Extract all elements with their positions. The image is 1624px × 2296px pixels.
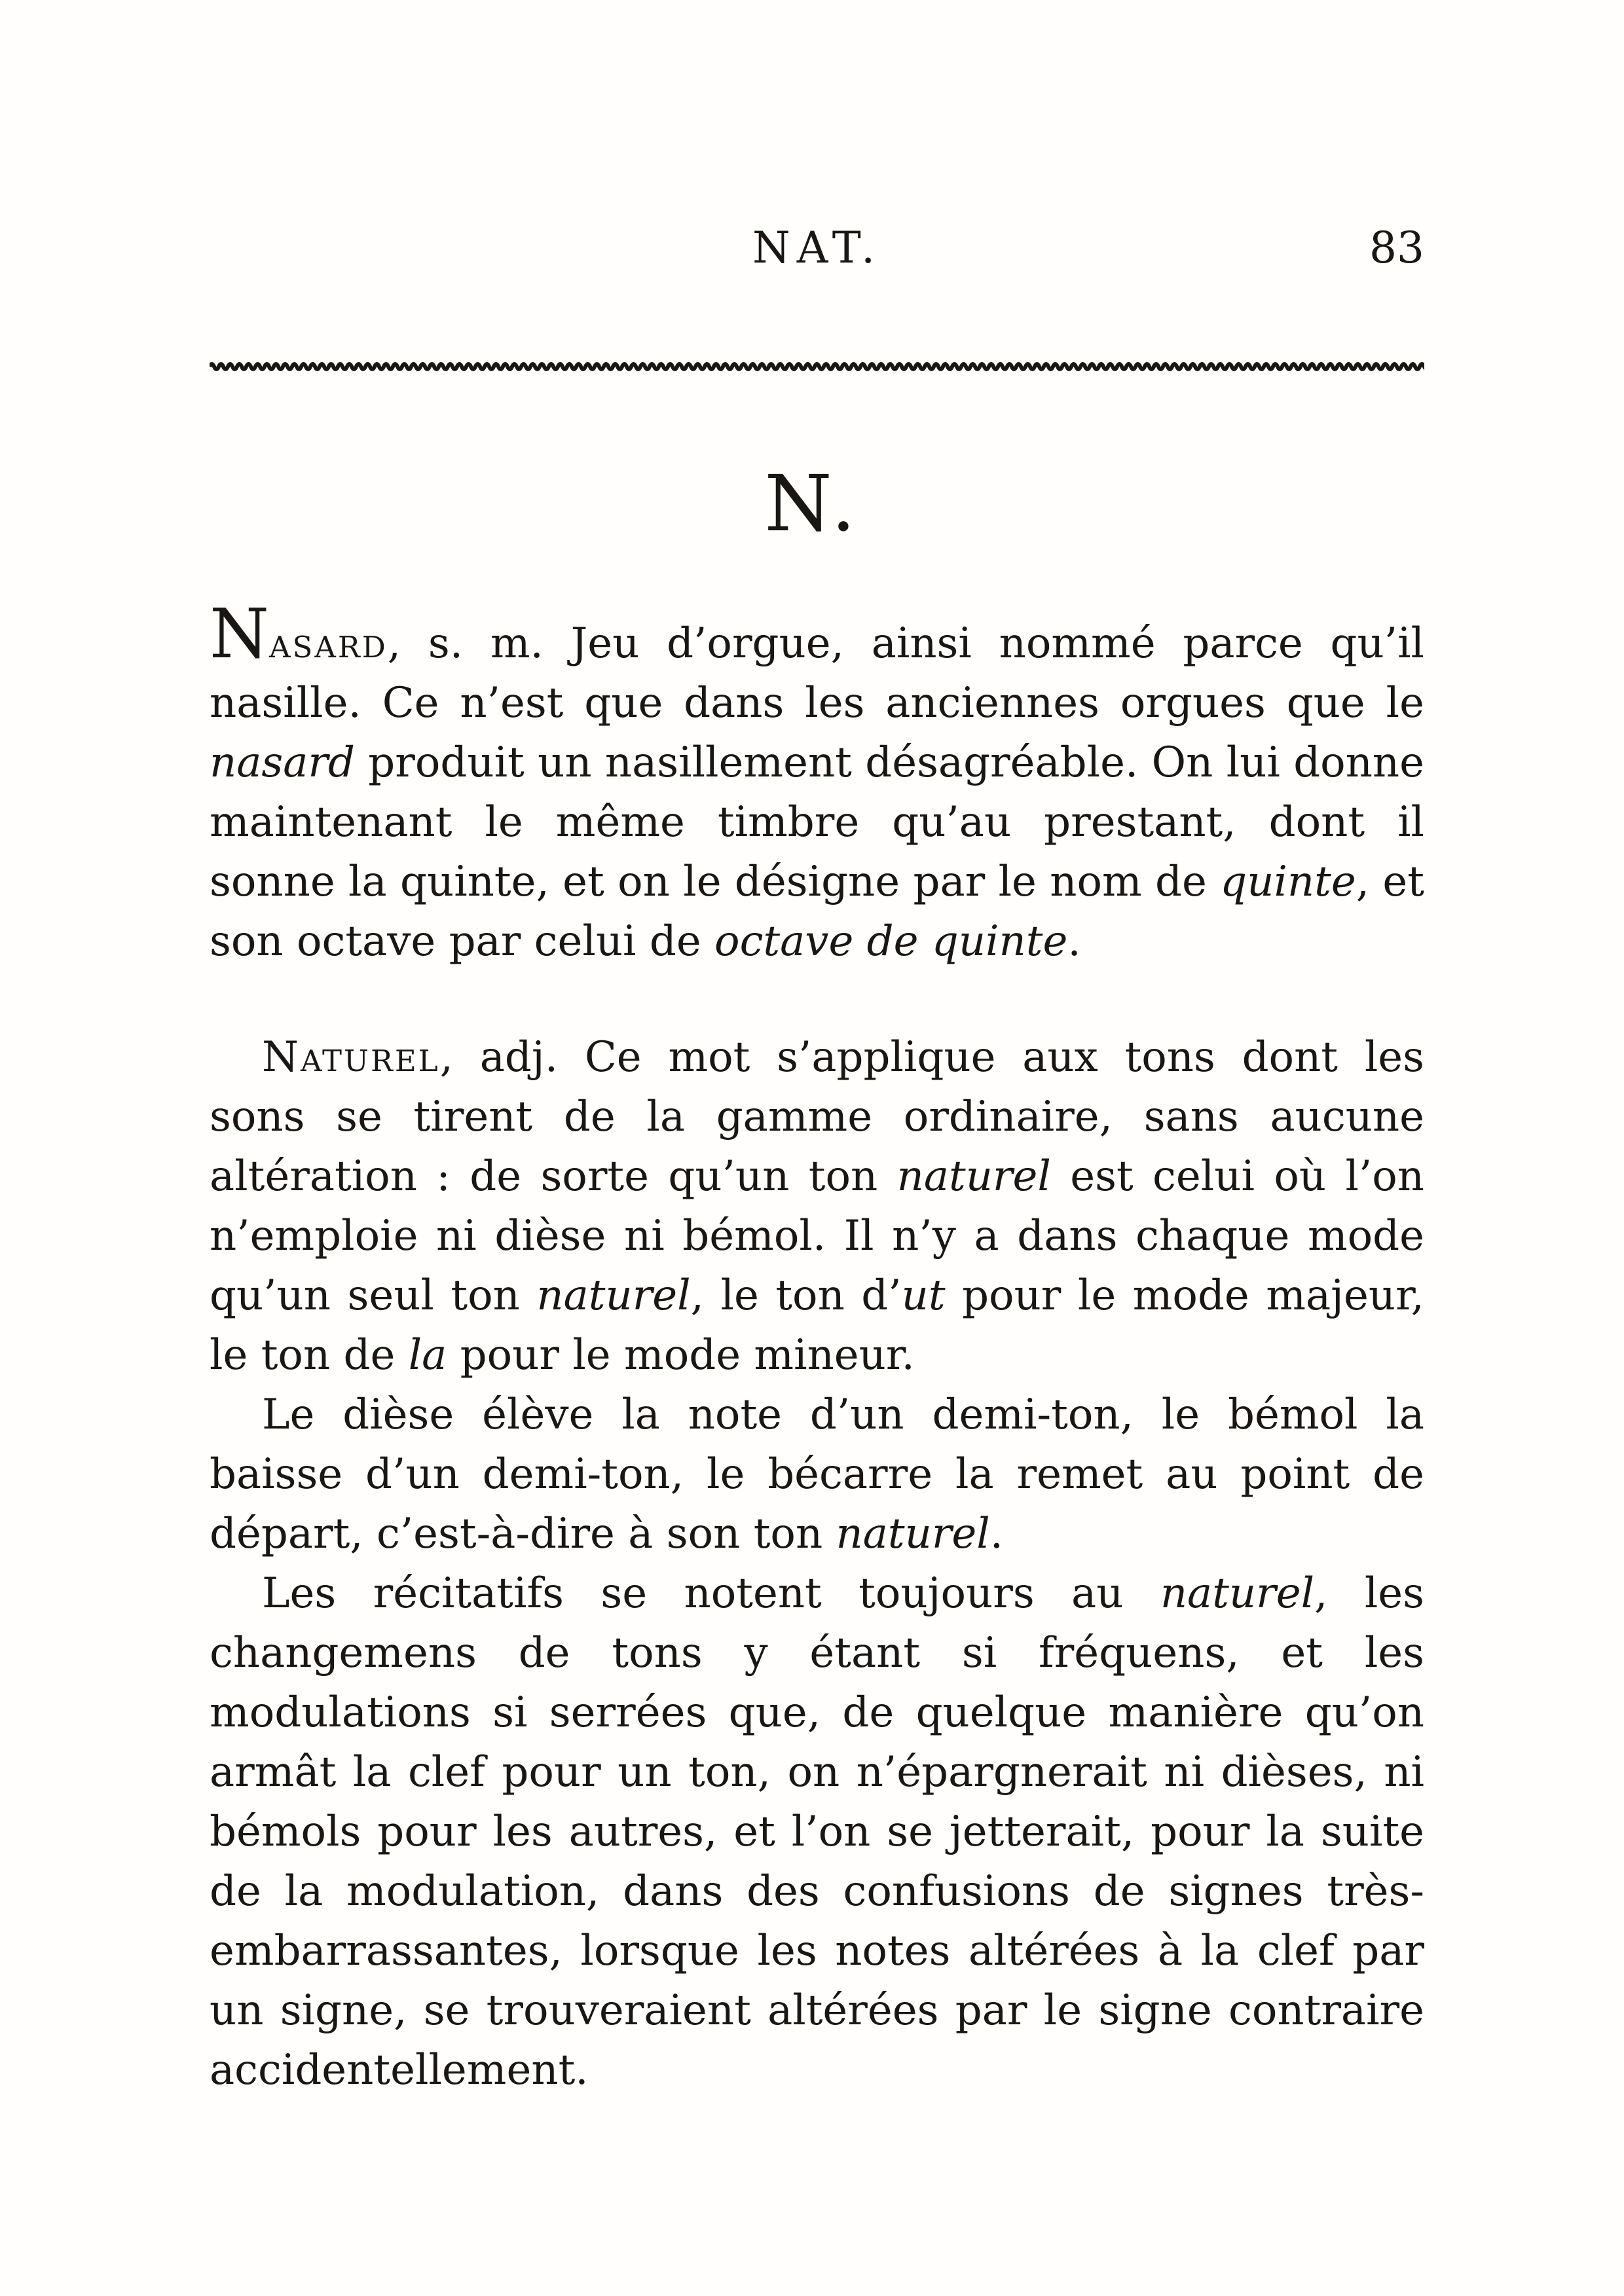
page-number: 83 bbox=[1369, 223, 1424, 273]
entry-text: . bbox=[989, 1510, 1004, 1558]
entry-text: produit un nasillement désagréable. On lui donne maintenant le même timbre qu’au prestant, dont il sonne la quinte, et on le désigne par le nom de bbox=[210, 738, 1424, 906]
dictionary-entry-naturel bbox=[210, 1028, 1424, 2100]
entry-paragraph bbox=[210, 1385, 1424, 1564]
running-title: NAT. bbox=[752, 223, 882, 273]
italic-term: quinte bbox=[1220, 858, 1356, 906]
section-letter: N. bbox=[764, 458, 860, 549]
italic-term: naturel bbox=[896, 1152, 1051, 1201]
entry-text: , et son octave par celui de bbox=[210, 858, 1425, 966]
italic-term: nasard bbox=[210, 738, 355, 787]
entry-text: pour le mode mineur. bbox=[447, 1331, 915, 1379]
headword: Naturel bbox=[262, 1033, 440, 1082]
entry-text: , le ton d’ bbox=[690, 1271, 902, 1320]
italic-term: naturel bbox=[536, 1271, 691, 1320]
entry-text: est celui où l’on n’emploie ni dièse ni bémol. Il n’y a dans chaque mode qu’un seul ton bbox=[210, 1152, 1425, 1320]
entry-paragraph bbox=[210, 1028, 1424, 1385]
entry-text: Le dièse élève la note d’un demi-ton, le bémol la baisse d’un demi-ton, le bécarre la remet au point de départ, c’est-à-dire à son ton bbox=[210, 1391, 1424, 1558]
headword: asard bbox=[269, 619, 388, 668]
italic-term: naturel bbox=[1160, 1569, 1315, 1618]
entry-text: , s. m. Jeu d’orgue, ainsi nommé parce qu’il nasille. Ce n’est que dans les anciennes orgues que le bbox=[210, 619, 1424, 727]
italic-term: ut bbox=[901, 1271, 946, 1320]
italic-term: naturel bbox=[836, 1510, 990, 1558]
entry-text: pour le mode majeur, le ton de bbox=[210, 1271, 1425, 1379]
entry-text: . bbox=[1067, 917, 1081, 966]
drop-cap: N bbox=[210, 594, 269, 674]
entry-text: , les changemens de tons y étant si fréquens, et les modulations si serrées que, de quelque manière qu’on armât la clef pour un ton, on n’épargnerait ni dièses, ni bémols pour les autres, et l’on se jetterait, pour la suite de la modulation, dans des confusions de signes très-embarrassantes, lorsque les notes altérées à la clef par un signe, se trouveraient altérées par le signe contraire accidentellement. bbox=[210, 1569, 1425, 2094]
entry-text: , adj. Ce mot s’applique aux tons dont les sons se tirent de la gamme ordinaire, sans aucune altération : de sorte qu’un ton bbox=[210, 1033, 1424, 1201]
ornamental-wavy-rule bbox=[210, 359, 1424, 374]
entry-paragraph bbox=[210, 594, 1425, 972]
italic-term: la bbox=[408, 1331, 447, 1379]
italic-term: octave de quinte bbox=[714, 917, 1068, 966]
entry-paragraph bbox=[210, 1564, 1424, 2100]
entry-text: Les récitatifs se notent toujours au bbox=[262, 1569, 1160, 1618]
dictionary-entry-nasard bbox=[210, 594, 1425, 972]
running-head bbox=[210, 223, 1424, 282]
